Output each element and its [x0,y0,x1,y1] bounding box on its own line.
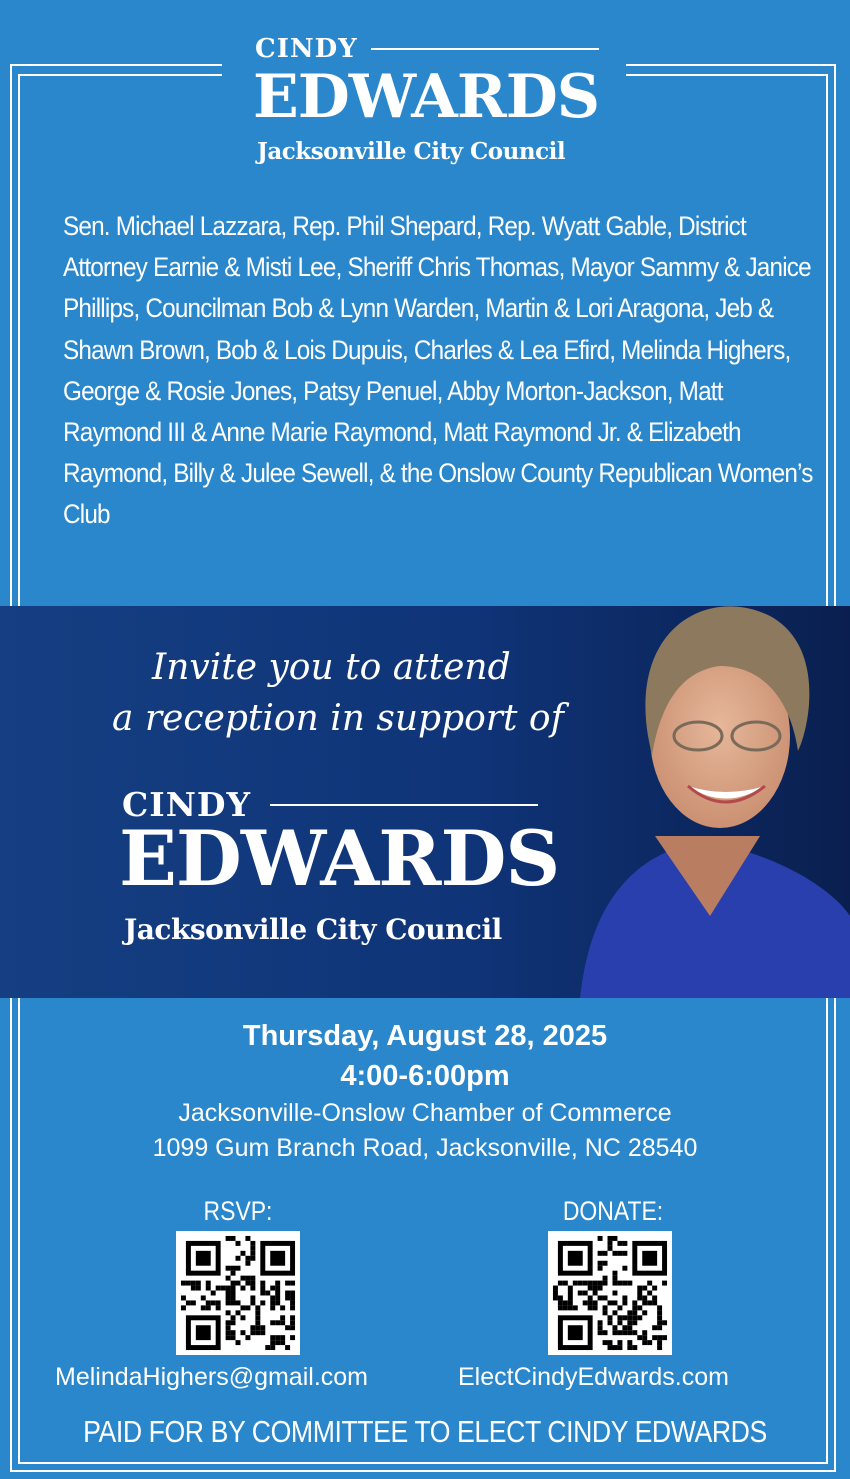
donate-label: DONATE: [562,1196,664,1226]
rsvp-label: RSVP: [203,1196,273,1226]
logo-first-name: CINDY [122,785,252,824]
event-address: 1099 Gum Branch Road, Jacksonville, NC 28540 [152,1134,698,1162]
logo-rule [371,48,599,50]
host-committee-list: Sen. Michael Lazzara, Rep. Phil Shepard, Rep. Wyatt Gable, District Attorney Earnie & Misti Lee, Sheriff Chris Thomas, Mayor Sammy & Janice Phillips, Councilman Bob & Lynn Warden, Martin & Lori Aragona, Jeb & Shawn Brown, Bob & Lois Dupuis, Charles & Lea Efird, Melinda Highers, George & Rosie Jones, Patsy Penuel, Abby Morton-Jackson, Matt Raymond III & Anne Marie Raymond, Matt Raymond Jr. & Elizabeth Raymond, Billy & Julee Sewell, & the Onslow County Republican Women’s Club [63,211,813,530]
event-time: 4:00-6:00pm [340,1060,510,1092]
invite-line-2: a reception in support of [112,698,564,739]
rsvp-qr-code[interactable] [176,1231,300,1355]
logo-first-name: CINDY [255,34,358,64]
donate-qr-code[interactable] [548,1231,672,1355]
rsvp-email-link[interactable]: MelindaHighers@gmail.com [55,1363,368,1391]
donate-website-link[interactable]: ElectCindyEdwards.com [458,1363,729,1391]
event-venue: Jacksonville-Onslow Chamber of Commerce [178,1099,672,1127]
band-logo [119,785,560,955]
paid-for-disclaimer: PAID FOR BY COMMITTEE TO ELECT CINDY EDWARDS [83,1414,767,1449]
logo-rule [270,804,538,806]
event-date: Thursday, August 28, 2025 [242,1020,608,1052]
logo-office: Jacksonville City Council [124,913,502,946]
logo-last-name: EDWARDS [253,62,600,132]
logo-last-name: EDWARDS [119,814,560,903]
invite-line-1: Invite you to attend [152,647,511,688]
header-logo [255,34,600,169]
logo-office: Jacksonville City Council [257,138,566,165]
candidate-portrait [560,586,850,998]
